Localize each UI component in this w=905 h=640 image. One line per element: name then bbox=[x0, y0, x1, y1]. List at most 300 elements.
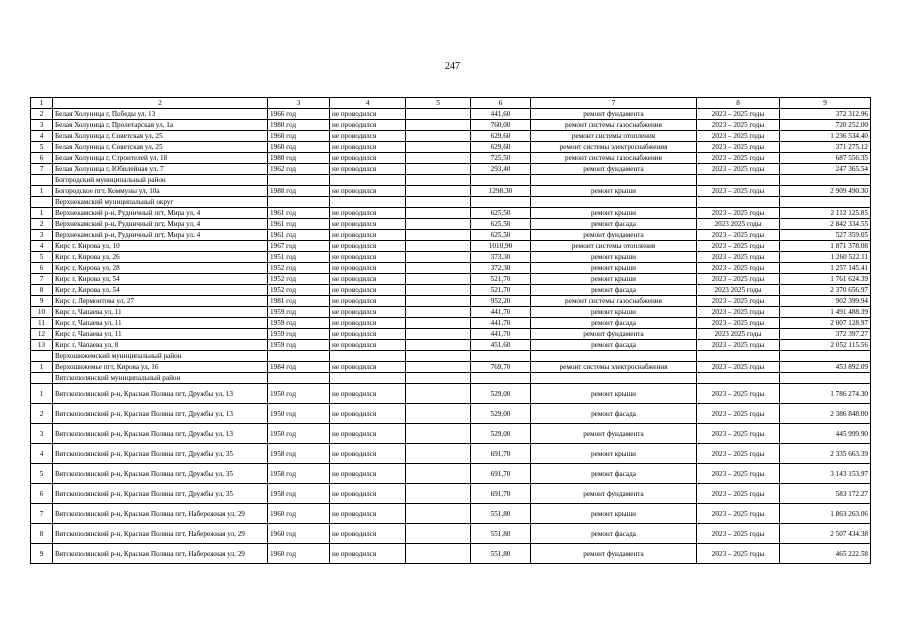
period-cell: 2023 – 2025 годы bbox=[697, 263, 780, 274]
status-cell: не проводился bbox=[330, 285, 406, 296]
status-cell: не проводился bbox=[330, 444, 406, 464]
empty-cell bbox=[406, 241, 471, 252]
address-cell: Кирс г, Лермонтова ул, 27 bbox=[53, 296, 268, 307]
period-cell: 2023 – 2025 годы bbox=[697, 340, 780, 351]
area-cell: 441,70 bbox=[471, 307, 531, 318]
year-cell: 1951 год bbox=[268, 252, 330, 263]
row-number-cell: 2 bbox=[31, 109, 53, 120]
empty-cell bbox=[406, 208, 471, 219]
year-cell: 1958 год bbox=[268, 484, 330, 504]
status-cell: не проводился bbox=[330, 384, 406, 404]
status-cell: не проводился bbox=[330, 208, 406, 219]
address-cell: Вятскополянский р-н, Красная Поляна пгт, Набережная ул, 29 bbox=[53, 524, 268, 544]
empty-cell bbox=[406, 131, 471, 142]
empty-cell bbox=[471, 197, 531, 208]
status-cell: не проводился bbox=[330, 274, 406, 285]
year-cell: 1961 год bbox=[268, 230, 330, 241]
row-number-cell: 9 bbox=[31, 544, 53, 564]
header-row bbox=[31, 98, 871, 109]
year-cell: 1950 год bbox=[268, 404, 330, 424]
empty-cell bbox=[406, 230, 471, 241]
empty-cell bbox=[697, 351, 780, 362]
year-cell: 1980 год bbox=[268, 153, 330, 164]
empty-cell bbox=[268, 175, 330, 186]
area-cell: 293,40 bbox=[471, 164, 531, 175]
area-cell: 691,70 bbox=[471, 464, 531, 484]
row-number-cell: 9 bbox=[31, 296, 53, 307]
empty-cell bbox=[406, 524, 471, 544]
period-cell: 2023 – 2025 годы bbox=[697, 464, 780, 484]
empty-cell bbox=[406, 404, 471, 424]
section-title: Верхнекамский муниципальный округ bbox=[53, 197, 268, 208]
address-cell: Верхошижемье пгт, Кирова ул, 16 bbox=[53, 362, 268, 373]
year-cell: 1959 год bbox=[268, 307, 330, 318]
year-cell: 1960 год bbox=[268, 544, 330, 564]
empty-cell bbox=[406, 464, 471, 484]
row-number-cell: 1 bbox=[31, 362, 53, 373]
empty-cell bbox=[406, 263, 471, 274]
status-cell: не проводился bbox=[330, 318, 406, 329]
work-type-cell: ремонт системы отопления bbox=[531, 131, 697, 142]
address-cell: Кирс г, Чапаева ул, 11 bbox=[53, 307, 268, 318]
cost-cell: 372 397.27 bbox=[780, 329, 871, 340]
cost-cell: 247 365.54 bbox=[780, 164, 871, 175]
area-cell: 551,80 bbox=[471, 504, 531, 524]
empty-cell bbox=[780, 197, 871, 208]
empty-cell bbox=[406, 484, 471, 504]
work-type-cell: ремонт крыши bbox=[531, 504, 697, 524]
work-type-cell: ремонт фасада bbox=[531, 404, 697, 424]
row-number-cell: 5 bbox=[31, 464, 53, 484]
address-cell: Вятскополянский р-н, Красная Поляна пгт, Дружбы ул, 35 bbox=[53, 484, 268, 504]
year-cell: 1960 год bbox=[268, 504, 330, 524]
status-cell: не проводился bbox=[330, 484, 406, 504]
empty-cell bbox=[406, 373, 471, 384]
empty-cell bbox=[268, 373, 330, 384]
address-cell: Белая Холуница г, Юбилейная ул, 7 bbox=[53, 164, 268, 175]
area-cell: 760,00 bbox=[471, 120, 531, 131]
cost-cell: 2 842 334.55 bbox=[780, 219, 871, 230]
period-cell: 2023 – 2025 годы bbox=[697, 404, 780, 424]
cost-cell: 2 386 848.00 bbox=[780, 404, 871, 424]
year-cell: 1952 год bbox=[268, 274, 330, 285]
table-row bbox=[31, 424, 871, 444]
row-number-cell: 6 bbox=[31, 153, 53, 164]
row-number-cell: 4 bbox=[31, 241, 53, 252]
area-cell: 529,00 bbox=[471, 424, 531, 444]
area-cell: 769,70 bbox=[471, 362, 531, 373]
empty-cell bbox=[471, 175, 531, 186]
year-cell: 1988 год bbox=[268, 186, 330, 197]
header-cell: 8 bbox=[697, 98, 780, 109]
period-cell: 2023 – 2025 годы bbox=[697, 153, 780, 164]
empty-cell bbox=[780, 175, 871, 186]
empty-cell bbox=[31, 373, 53, 384]
status-cell: не проводился bbox=[330, 524, 406, 544]
row-number-cell: 2 bbox=[31, 404, 53, 424]
empty-cell bbox=[406, 444, 471, 464]
area-cell: 629,60 bbox=[471, 142, 531, 153]
empty-cell bbox=[406, 153, 471, 164]
status-cell: не проводился bbox=[330, 504, 406, 524]
period-cell: 2023 – 2025 годы bbox=[697, 164, 780, 175]
header-cell: 5 bbox=[406, 98, 471, 109]
address-cell: Кирс г, Кирова ул, 26 bbox=[53, 252, 268, 263]
row-number-cell: 11 bbox=[31, 318, 53, 329]
empty-cell bbox=[406, 351, 471, 362]
year-cell: 1980 год bbox=[268, 120, 330, 131]
empty-cell bbox=[330, 373, 406, 384]
address-cell: Верхнекамский р-н, Рудничный пгт, Мира ул, 4 bbox=[53, 208, 268, 219]
empty-cell bbox=[406, 424, 471, 444]
work-type-cell: ремонт системы электроснабжения bbox=[531, 142, 697, 153]
work-type-cell: ремонт фасада bbox=[531, 285, 697, 296]
status-cell: не проводился bbox=[330, 131, 406, 142]
table-row bbox=[31, 484, 871, 504]
year-cell: 1961 год bbox=[268, 219, 330, 230]
area-cell: 373,30 bbox=[471, 252, 531, 263]
section-title: Богородский муниципальный район bbox=[53, 175, 268, 186]
address-cell: Верхнекамский р-н, Рудничный пгт, Мира ул, 4 bbox=[53, 219, 268, 230]
work-type-cell: ремонт фундамента bbox=[531, 424, 697, 444]
period-cell: 2023 – 2025 годы bbox=[697, 208, 780, 219]
cost-cell: 2 007 128.97 bbox=[780, 318, 871, 329]
cost-cell: 453 892.09 bbox=[780, 362, 871, 373]
row-number-cell: 5 bbox=[31, 142, 53, 153]
table-row bbox=[31, 504, 871, 524]
cost-cell: 1 491 488.39 bbox=[780, 307, 871, 318]
area-cell: 1010,90 bbox=[471, 241, 531, 252]
area-cell: 441,70 bbox=[471, 318, 531, 329]
status-cell: не проводился bbox=[330, 142, 406, 153]
address-cell: Кирс г, Чапаева ул, 11 bbox=[53, 329, 268, 340]
row-number-cell: 3 bbox=[31, 230, 53, 241]
table-row bbox=[31, 186, 871, 197]
year-cell: 1984 год bbox=[268, 362, 330, 373]
address-cell: Вятскополянский р-н, Красная Поляна пгт, Набережная ул, 29 bbox=[53, 544, 268, 564]
period-cell: 2023 – 2025 годы bbox=[697, 274, 780, 285]
address-cell: Кирс г, Кирова ул, 54 bbox=[53, 285, 268, 296]
year-cell: 1960 год bbox=[268, 142, 330, 153]
row-number-cell: 12 bbox=[31, 329, 53, 340]
cost-cell: 2 507 434.38 bbox=[780, 524, 871, 544]
repair-schedule-table bbox=[30, 97, 871, 564]
empty-cell bbox=[330, 351, 406, 362]
area-cell: 441,60 bbox=[471, 109, 531, 120]
work-type-cell: ремонт крыши bbox=[531, 444, 697, 464]
year-cell: 1952 год bbox=[268, 263, 330, 274]
status-cell: не проводился bbox=[330, 153, 406, 164]
address-cell: Кирс г, Чапаева ул, 8 bbox=[53, 340, 268, 351]
period-cell: 2023 – 2025 годы bbox=[697, 484, 780, 504]
year-cell: 1967 год bbox=[268, 241, 330, 252]
status-cell: не проводился bbox=[330, 263, 406, 274]
table-row bbox=[31, 252, 871, 263]
address-cell: Кирс г, Кирова ул, 28 bbox=[53, 263, 268, 274]
period-cell: 2023 – 2025 годы bbox=[697, 307, 780, 318]
work-type-cell: ремонт фундамента bbox=[531, 484, 697, 504]
status-cell: не проводился bbox=[330, 424, 406, 444]
area-cell: 625,50 bbox=[471, 208, 531, 219]
area-cell: 521,70 bbox=[471, 285, 531, 296]
table-row bbox=[31, 318, 871, 329]
year-cell: 1952 год bbox=[268, 285, 330, 296]
empty-cell bbox=[406, 329, 471, 340]
empty-cell bbox=[31, 197, 53, 208]
area-cell: 691,70 bbox=[471, 484, 531, 504]
row-number-cell: 1 bbox=[31, 208, 53, 219]
period-cell: 2023 – 2025 годы bbox=[697, 424, 780, 444]
table-row bbox=[31, 263, 871, 274]
address-cell: Верхнекамский р-н, Рудничный пгт, Мира ул, 4 bbox=[53, 230, 268, 241]
year-cell: 1959 год bbox=[268, 318, 330, 329]
empty-cell bbox=[406, 120, 471, 131]
work-type-cell: ремонт фасада bbox=[531, 464, 697, 484]
empty-cell bbox=[268, 351, 330, 362]
table-row bbox=[31, 307, 871, 318]
year-cell: 1962 год bbox=[268, 164, 330, 175]
table-row bbox=[31, 340, 871, 351]
area-cell: 529,00 bbox=[471, 404, 531, 424]
table-row bbox=[31, 464, 871, 484]
status-cell: не проводился bbox=[330, 241, 406, 252]
year-cell: 1950 год bbox=[268, 424, 330, 444]
address-cell: Вятскополянский р-н, Красная Поляна пгт, Дружбы ул, 35 bbox=[53, 444, 268, 464]
period-cell: 2023 – 2025 годы bbox=[697, 241, 780, 252]
cost-cell: 902 399.94 bbox=[780, 296, 871, 307]
table-row bbox=[31, 120, 871, 131]
address-cell: Кирс г, Чапаева ул, 11 bbox=[53, 318, 268, 329]
row-number-cell: 1 bbox=[31, 186, 53, 197]
period-cell: 2023 2025 годы bbox=[697, 285, 780, 296]
area-cell: 625,50 bbox=[471, 219, 531, 230]
empty-cell bbox=[31, 175, 53, 186]
row-number-cell: 8 bbox=[31, 524, 53, 544]
work-type-cell: ремонт крыши bbox=[531, 274, 697, 285]
empty-cell bbox=[406, 274, 471, 285]
work-type-cell: ремонт крыши bbox=[531, 186, 697, 197]
work-type-cell: ремонт системы отопления bbox=[531, 241, 697, 252]
empty-cell bbox=[330, 175, 406, 186]
cost-cell: 1 260 522.11 bbox=[780, 252, 871, 263]
status-cell: не проводился bbox=[330, 164, 406, 175]
period-cell: 2023 – 2025 годы bbox=[697, 504, 780, 524]
row-number-cell: 7 bbox=[31, 274, 53, 285]
work-type-cell: ремонт системы газоснабжения bbox=[531, 120, 697, 131]
cost-cell: 1 871 378.08 bbox=[780, 241, 871, 252]
table-row bbox=[31, 208, 871, 219]
status-cell: не проводился bbox=[330, 109, 406, 120]
empty-cell bbox=[330, 197, 406, 208]
status-cell: не проводился bbox=[330, 404, 406, 424]
address-cell: Вятскополянский р-н, Красная Поляна пгт, Дружбы ул, 13 bbox=[53, 404, 268, 424]
page-number: 247 bbox=[445, 61, 460, 72]
status-cell: не проводился bbox=[330, 296, 406, 307]
area-cell: 521,70 bbox=[471, 274, 531, 285]
year-cell: 1959 год bbox=[268, 329, 330, 340]
cost-cell: 1 761 624.39 bbox=[780, 274, 871, 285]
header-cell: 1 bbox=[31, 98, 53, 109]
empty-cell bbox=[406, 175, 471, 186]
section-title: Вятскополянский муниципальный район bbox=[53, 373, 268, 384]
cost-cell: 720 252.00 bbox=[780, 120, 871, 131]
empty-cell bbox=[31, 351, 53, 362]
empty-cell bbox=[471, 351, 531, 362]
empty-cell bbox=[531, 373, 697, 384]
period-cell: 2023 – 2025 годы bbox=[697, 544, 780, 564]
period-cell: 2023 – 2025 годы bbox=[697, 384, 780, 404]
row-number-cell: 5 bbox=[31, 252, 53, 263]
status-cell: не проводился bbox=[330, 186, 406, 197]
work-type-cell: ремонт фундамента bbox=[531, 544, 697, 564]
empty-cell bbox=[406, 186, 471, 197]
section-row bbox=[31, 197, 871, 208]
year-cell: 1959 год bbox=[268, 340, 330, 351]
table-row bbox=[31, 544, 871, 564]
period-cell: 2023 2025 годы bbox=[697, 219, 780, 230]
status-cell: не проводился bbox=[330, 252, 406, 263]
address-cell: Богородское пгт, Коммуны ул, 10а bbox=[53, 186, 268, 197]
table-row bbox=[31, 241, 871, 252]
table-row bbox=[31, 274, 871, 285]
area-cell: 372,30 bbox=[471, 263, 531, 274]
address-cell: Вятскополянский р-н, Красная Поляна пгт, Дружбы ул, 13 bbox=[53, 424, 268, 444]
work-type-cell: ремонт фасада bbox=[531, 318, 697, 329]
empty-cell bbox=[406, 384, 471, 404]
empty-cell bbox=[406, 544, 471, 564]
year-cell: 1958 год bbox=[268, 444, 330, 464]
empty-cell bbox=[780, 351, 871, 362]
table-row bbox=[31, 384, 871, 404]
status-cell: не проводился bbox=[330, 544, 406, 564]
cost-cell: 372 312.96 bbox=[780, 109, 871, 120]
area-cell: 441,70 bbox=[471, 329, 531, 340]
row-number-cell: 7 bbox=[31, 504, 53, 524]
table-row bbox=[31, 164, 871, 175]
year-cell: 1961 год bbox=[268, 208, 330, 219]
table-row bbox=[31, 362, 871, 373]
period-cell: 2023 – 2025 годы bbox=[697, 524, 780, 544]
header-cell: 2 bbox=[53, 98, 268, 109]
table-row bbox=[31, 153, 871, 164]
empty-cell bbox=[406, 340, 471, 351]
address-cell: Белая Холуница г, Строителей ул, 18 bbox=[53, 153, 268, 164]
area-cell: 551,80 bbox=[471, 524, 531, 544]
empty-cell bbox=[406, 318, 471, 329]
table-row bbox=[31, 219, 871, 230]
cost-cell: 3 143 153.97 bbox=[780, 464, 871, 484]
year-cell: 1958 год bbox=[268, 464, 330, 484]
header-cell: 4 bbox=[330, 98, 406, 109]
work-type-cell: ремонт фасада bbox=[531, 219, 697, 230]
address-cell: Вятскополянский р-н, Красная Поляна пгт, Дружбы ул, 35 bbox=[53, 464, 268, 484]
empty-cell bbox=[780, 373, 871, 384]
status-cell: не проводился bbox=[330, 340, 406, 351]
table-row bbox=[31, 404, 871, 424]
table-row bbox=[31, 444, 871, 464]
address-cell: Вятскополянский р-н, Красная Поляна пгт, Набережная ул, 29 bbox=[53, 504, 268, 524]
table-row bbox=[31, 230, 871, 241]
header-cell: 9 bbox=[780, 98, 871, 109]
table-row bbox=[31, 109, 871, 120]
address-cell: Белая Холуница г, Советская ул, 25 bbox=[53, 142, 268, 153]
work-type-cell: ремонт крыши bbox=[531, 263, 697, 274]
empty-cell bbox=[406, 252, 471, 263]
row-number-cell: 6 bbox=[31, 263, 53, 274]
area-cell: 1298,30 bbox=[471, 186, 531, 197]
row-number-cell: 10 bbox=[31, 307, 53, 318]
year-cell: 1966 год bbox=[268, 109, 330, 120]
address-cell: Вятскополянский р-н, Красная Поляна пгт, Дружбы ул, 13 bbox=[53, 384, 268, 404]
year-cell: 1981 год bbox=[268, 296, 330, 307]
row-number-cell: 6 bbox=[31, 484, 53, 504]
empty-cell bbox=[531, 175, 697, 186]
period-cell: 2023 – 2025 годы bbox=[697, 362, 780, 373]
empty-cell bbox=[406, 219, 471, 230]
empty-cell bbox=[406, 142, 471, 153]
row-number-cell: 2 bbox=[31, 219, 53, 230]
work-type-cell: ремонт фундамента bbox=[531, 230, 697, 241]
cost-cell: 527 359.05 bbox=[780, 230, 871, 241]
period-cell: 2023 – 2025 годы bbox=[697, 131, 780, 142]
empty-cell bbox=[697, 197, 780, 208]
period-cell: 2023 – 2025 годы bbox=[697, 252, 780, 263]
empty-cell bbox=[406, 296, 471, 307]
cost-cell: 2 112 125.85 bbox=[780, 208, 871, 219]
status-cell: не проводился bbox=[330, 120, 406, 131]
area-cell: 529,00 bbox=[471, 384, 531, 404]
table-row bbox=[31, 142, 871, 153]
work-type-cell: ремонт фундамента bbox=[531, 109, 697, 120]
area-cell: 451,60 bbox=[471, 340, 531, 351]
cost-cell: 445 999.90 bbox=[780, 424, 871, 444]
row-number-cell: 3 bbox=[31, 120, 53, 131]
empty-cell bbox=[697, 373, 780, 384]
row-number-cell: 7 bbox=[31, 164, 53, 175]
table-row bbox=[31, 329, 871, 340]
empty-cell bbox=[531, 351, 697, 362]
area-cell: 625,50 bbox=[471, 230, 531, 241]
section-row bbox=[31, 351, 871, 362]
row-number-cell: 4 bbox=[31, 444, 53, 464]
address-cell: Кирс г, Кирова ул, 10 bbox=[53, 241, 268, 252]
cost-cell: 687 556.35 bbox=[780, 153, 871, 164]
section-title: Верхошижемский муниципальный район bbox=[53, 351, 268, 362]
cost-cell: 2 909 490.30 bbox=[780, 186, 871, 197]
row-number-cell: 4 bbox=[31, 131, 53, 142]
work-type-cell: ремонт крыши bbox=[531, 208, 697, 219]
year-cell: 1950 год bbox=[268, 384, 330, 404]
row-number-cell: 8 bbox=[31, 285, 53, 296]
section-row bbox=[31, 175, 871, 186]
section-row bbox=[31, 373, 871, 384]
address-cell: Кирс г, Кирова ул, 54 bbox=[53, 274, 268, 285]
area-cell: 952,20 bbox=[471, 296, 531, 307]
empty-cell bbox=[406, 164, 471, 175]
empty-cell bbox=[406, 197, 471, 208]
empty-cell bbox=[531, 197, 697, 208]
status-cell: не проводился bbox=[330, 219, 406, 230]
work-type-cell: ремонт крыши bbox=[531, 252, 697, 263]
cost-cell: 2 052 115.56 bbox=[780, 340, 871, 351]
empty-cell bbox=[406, 285, 471, 296]
row-number-cell: 1 bbox=[31, 384, 53, 404]
work-type-cell: ремонт фасада bbox=[531, 524, 697, 544]
period-cell: 2023 – 2025 годы bbox=[697, 109, 780, 120]
area-cell: 629,60 bbox=[471, 131, 531, 142]
work-type-cell: ремонт системы газоснабжения bbox=[531, 296, 697, 307]
cost-cell: 2 335 663.39 bbox=[780, 444, 871, 464]
